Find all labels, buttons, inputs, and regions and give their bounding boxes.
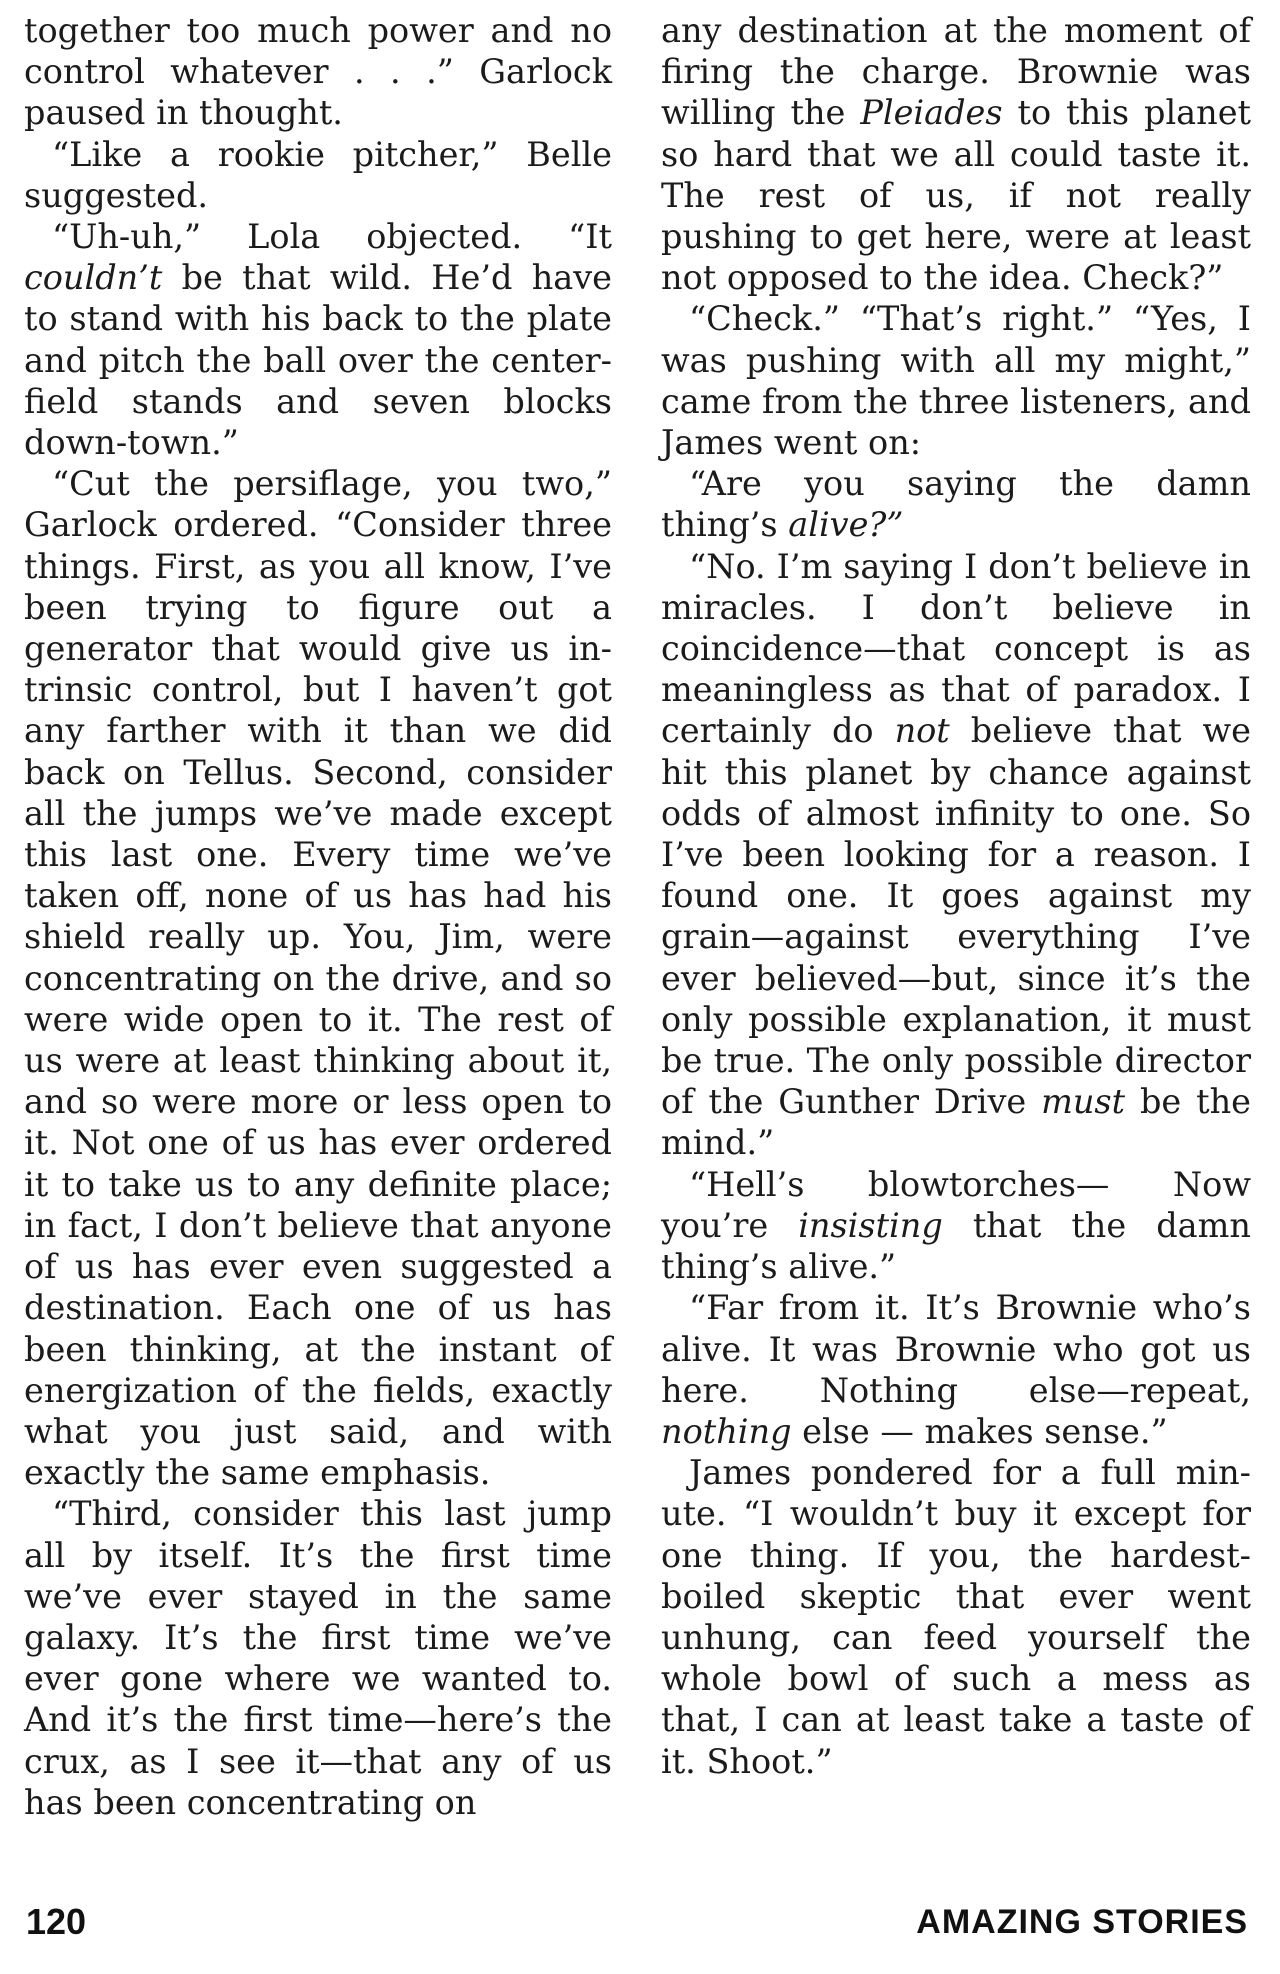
italic-text: must [1041, 1082, 1126, 1122]
paragraph: “Check.” “That’s right.” “Yes, I was pushing with all my might,” came from the three listeners, and James went on: [661, 299, 1251, 463]
left-text-column [24, 10, 612, 1823]
paragraph: together too much power and no control whatever . . .” Garlock paused in thought. [24, 11, 612, 133]
paragraph: “Cut the persiflage, you two,” Garlock ordered. “Consider three things. First, as you all know, I’ve been trying to figure out a generator that would give us intrinsic control, but I haven’t got any farther with it than we did back on Tellus. Second, consider all the jumps we’ve made except this last one. Every time we’ve taken off, none of us has had his shield really up. You, Jim, were concentrating on the drive, and so were wide open to it. The rest of us were at least thinking about it, and so were more or less open to it. Not one of us has ever ordered it to take us to any definite place; in fact, I don’t believe that anyone of us has ever even suggested a destination. Each one of us has been thinking, at the instant of energization of the fields, exactly what you just said, and with exactly the same emphasis. [24, 464, 612, 1493]
italic-text: not [894, 711, 950, 751]
italic-text: Pleiades [860, 93, 1003, 133]
italic-text: insisting [798, 1205, 943, 1245]
right-text-column [661, 10, 1251, 1782]
paragraph: “Uh-uh,” Lola objected. “It couldn’t be that wild. He’d have to stand with his back to the plate and pitch the ball over the center-field stands and seven blocks down-town.” [24, 217, 612, 463]
paragraph: “Hell’s blowtorches— Now you’re insisting that the damn thing’s alive.” [661, 1164, 1251, 1287]
paragraph: any destination at the moment of firing the charge. Brownie was willing the Pleiades to this planet so hard that we all could taste it. The rest of us, if not really pushing to get here, were at least not opposed to the idea. Check?” [661, 11, 1251, 298]
paragraph: James pondered for a full minute. “I wouldn’t buy it except for one thing. If you, the hardest-boiled skeptic that ever went unhung, can feed yourself the whole bowl of such a mess as that, I can at least take a taste of it. Shoot.” [661, 1453, 1251, 1781]
italic-text: alive?” [788, 505, 904, 545]
paragraph: “Far from it. It’s Brownie who’s alive. It was Brownie who got us here. Nothing else—repeat, nothing else — makes sense.” [661, 1288, 1251, 1451]
paragraph: “Third, consider this last jump all by itself. It’s the first time we’ve ever stayed in the same galaxy. It’s the first time we’ve ever gone where we wanted to. And it’s the first time—here’s the crux, as I see it—that any of us has been concentrating on [24, 1494, 612, 1822]
page-number: 120 [26, 1901, 87, 1942]
page-footer [0, 1892, 1280, 1952]
italic-text: nothing [661, 1411, 792, 1451]
paragraph: “Like a rookie pitcher,” Belle suggested. [24, 134, 612, 215]
running-title: AMAZING STORIES [916, 1903, 1248, 1941]
paragraph: “Are you saying the damn thing’s alive?” [661, 464, 1251, 545]
italic-text: couldn’t [24, 258, 163, 298]
paragraph: “No. I’m saying I don’t believe in miracles. I don’t believe in coincidence—that concept is as meaningless as that of paradox. I certainly do not believe that we hit this planet by chance against odds of almost infinity to one. So I’ve been looking for a reason. I found one. It goes against my grain—against everything I’ve ever believed—but, since it’s the only possible explanation, it must be true. The only possible director of the Gunther Drive must be the mind.” [661, 546, 1251, 1163]
